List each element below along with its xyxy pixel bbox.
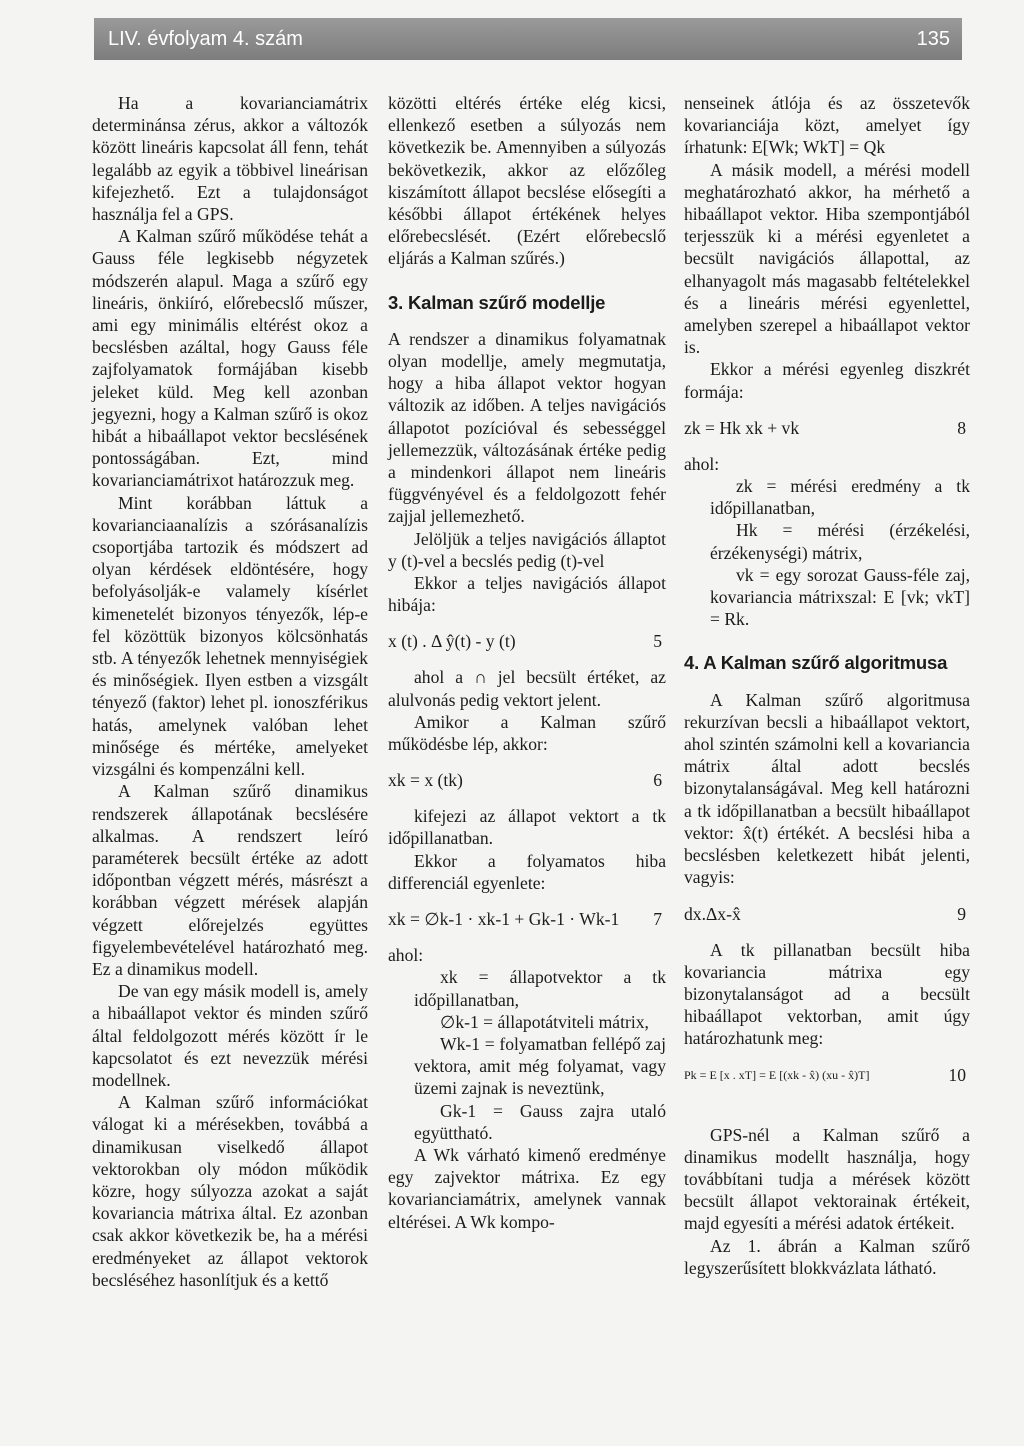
paragraph: ahol a ∩ jel becsült értéket, az alulvonás pedig vektort jelent. bbox=[388, 667, 666, 710]
paragraph: kifejezi az állapot vektort a tk időpillanatban. bbox=[388, 806, 666, 849]
paragraph: A rendszer a dinamikus folyamatnak olyan modellje, amely megmutatja, hogy a hiba állapot vektor hogyan változik az időben. A teljes navigációs állapotot pozícióval és sebességgel jellemezzük, változásának értéke pedig a mindenkori állapot nem lineáris függvényével és a feldolgozott fehér zajjal jellemezhető. bbox=[388, 328, 666, 527]
equation-body: xk = ∅k-1 · xk-1 + Gk-1 · Wk-1 bbox=[388, 909, 620, 930]
equation-body: x (t) . Δ ŷ(t) - y (t) bbox=[388, 631, 516, 652]
paragraph: Mint korábban láttuk a kovarianciaanalízis a szórásanalízis csoportjába tartozik és módszert ad olyan kérdések eldöntésére, hogy befolyásolják-e valamely kísérlet kimenetelét bizonyos tényezők, lép-e fel közöttük bizonyos kölcsönhatás stb. A tényezők lehetnek mennyiségiek és minőségiek. Ilyen estben a vizsgált tényező (faktor) lehet pl. ionoszférikus hatás, amelynek valóban lehet minősége és mértéke, amelyeket vizsgálni és kompenzálni kell. bbox=[92, 492, 368, 780]
paragraph: A Wk várható kimenő eredménye egy zajvektor mátrixa. Ez egy kovarianciamátrix, amelynek vannak eltérései. A Wk kompo- bbox=[388, 1144, 666, 1232]
where-label: ahol: bbox=[684, 453, 720, 474]
equation-body: dx.Δx-x̂ bbox=[684, 903, 741, 924]
paragraph: A másik modell, a mérési modell meghatározható akkor, ha mérhető a hibaállapot vektor. Hiba szempontjából terjesszük ki a mérési egyenletet a becsült navigációs állapottal, az elhanyagolt más magasabb feltételekkel és a lineáris mérési egyenlettel, amelyben szerepel a hibaállapot vektor is. bbox=[684, 159, 970, 358]
column-1 bbox=[92, 92, 368, 1291]
definition-item: Wk-1 = folyamatban fellépő zaj vektora, amit még folyamat, vagy üzemi zajnak is neveztünk, bbox=[414, 1033, 666, 1099]
page-number: 135 bbox=[916, 28, 950, 50]
paragraph: A Kalman szűrő algoritmusa rekurzívan becsli a hibaállapot vektort, ahol szintén számolni kell a kovariancia mátrix által adott becslés bizonytalanságával. Meg kell határozni a tk időpillanatban a becsült hibaállapot vektor: x̂(t) értékét. A becslési hiba a becslésben keletkezett hibát jelenti, vagyis: bbox=[684, 689, 970, 888]
spacer bbox=[684, 1100, 970, 1124]
column-3 bbox=[684, 92, 970, 1279]
paragraph: De van egy másik modell is, amely a hibaállapot vektor és minden szűrő által feldolgozott mérés között ír le kapcsolatot és ezt nevezzük mérési modellnek. bbox=[92, 981, 368, 1090]
section-heading-4: 4. A Kalman szűrő algoritmusa bbox=[684, 652, 948, 674]
equation-number: 6 bbox=[653, 770, 662, 791]
equation-number: 10 bbox=[948, 1064, 966, 1085]
definition-item: Hk = mérési (érzékelési, érzékenységi) mátrix, bbox=[710, 520, 970, 563]
paragraph: A Kalman szűrő dinamikus rendszerek állapotának becslésére alkalmas. A rendszert leíró paraméterek becsült értéke az adott időpontban végzett mérés, másrészt a korábban végzett mérések alapján végzett előrejelzés együttes figyelembevételével határozható meg. Ez a dinamikus modell. bbox=[92, 781, 368, 979]
definition-item: ∅k-1 = állapotátviteli mátrix, bbox=[440, 1011, 649, 1032]
paragraph: GPS-nél a Kalman szűrő a dinamikus modellt használja, hogy továbbítani tudja a mérések között becsült állapot vektorainak értékeit, majd egyesíti a mérési adatok értékeit. bbox=[684, 1124, 970, 1234]
equation-body: zk = Hk xk + vk bbox=[684, 417, 800, 438]
equation-number: 9 bbox=[957, 903, 966, 924]
equation-8 bbox=[684, 417, 970, 439]
paragraph: A Kalman szűrő információkat válogat ki a mérésekben, továbbá a dinamikusan viselkedő állapot vektorokban oly módon működik közre, hogy súlyozza azokat a saját kovariancia mátrixa által. Ez azonban csak akkor következik be, ha a mérési eredményeket az állapot vektorok becsléséhez hasonlítjuk és a kettő bbox=[92, 1092, 368, 1290]
definition-item: vk = egy sorozat Gauss-féle zaj, kovariancia mátrixszal: E [vk; vkT] = Rk. bbox=[710, 564, 970, 630]
equation-10 bbox=[684, 1064, 970, 1086]
paragraph: A Kalman szűrő működése tehát a Gauss féle legkisebb négyzetek módszerén alapul. Maga a szűrő egy lineáris, önkiíró, előrebecslő műszer, ami egy minimális eltérést okoz a becslésben azáltal, hogy Gauss féle zajfolyamatok formájában kisebb jeleket küld. Meg kell azonban jegyezni, hogy a Kalman szűrő is okoz hibát a hibaállapot vektor becslésének pontosságában. Ezt, mind kovarianciamátrixot határozzuk meg. bbox=[92, 226, 368, 491]
journal-issue: LIV. évfolyam 4. szám bbox=[108, 28, 303, 50]
where-label: ahol: bbox=[388, 945, 424, 966]
equation-9 bbox=[684, 903, 970, 925]
paragraph: Jelöljük a teljes navigációs állaptot y (t)-vel a becslés pedig (t)-vel bbox=[388, 528, 666, 571]
paragraph: közötti eltérés értéke elég kicsi, ellenkező esetben a súlyozás nem következik be. Amennyiben a súlyozás bekövetkezik, akkor az előzőleg kiszámított állapot becslése elősegíti a későbbi állapot értékének helyes előrebecslését. (Ezért előrebecslő eljárás a Kalman szűrés.) bbox=[388, 93, 666, 269]
equation-number: 8 bbox=[957, 417, 966, 438]
equation-number: 5 bbox=[653, 631, 662, 652]
equation-7 bbox=[388, 908, 666, 930]
paragraph: A tk pillanatban becsült hiba kovariancia mátrixa egy bizonytalanságot ad a becsült hibaállapot vektorban, amit úgy határozhatunk meg: bbox=[684, 939, 970, 1049]
equation-body: xk = x (tk) bbox=[388, 770, 463, 791]
section-heading-3: 3. Kalman szűrő modellje bbox=[388, 291, 606, 313]
paragraph: Ekkor a teljes navigációs állapot hibája: bbox=[388, 573, 666, 616]
definition-item: zk = mérési eredmény a tk időpillanatban, bbox=[710, 476, 970, 519]
column-2 bbox=[388, 92, 666, 1233]
paragraph: Ekkor a folyamatos hiba differenciál egyenlete: bbox=[388, 850, 666, 893]
equation-5 bbox=[388, 630, 666, 652]
paragraph: Az 1. ábrán a Kalman szűrő legyszerűsített blokkvázlata látható. bbox=[684, 1235, 970, 1278]
equation-body: Pk = E [x . xT] = E [(xk - x̂) (xu - x̂)T] bbox=[684, 1067, 870, 1082]
definition-item: xk = állapotvektor a tk időpillanatban, bbox=[414, 967, 666, 1010]
definition-item: Gk-1 = Gauss zajra utaló együttható. bbox=[414, 1100, 666, 1143]
paragraph: Amikor a Kalman szűrő működésbe lép, akkor: bbox=[388, 711, 666, 755]
equation-number: 7 bbox=[653, 909, 662, 930]
paragraph: nenseinek átlója és az összetevők kovarianciája közt, amelyet így írhatunk: E[Wk; WkT] = Qk bbox=[684, 93, 970, 158]
paragraph: Ekkor a mérési egyenleg diszkrét formája: bbox=[684, 359, 970, 402]
page-header bbox=[94, 18, 962, 60]
equation-6 bbox=[388, 769, 666, 791]
paragraph: Ha a kovarianciamátrix determinánsa zérus, akkor a változók között lineáris kapcsolat áll fenn, tehát legalább az egyik a többivel lineárisan kifejezhető. Ezt a tulajdonságot használja fel a GPS. bbox=[92, 93, 368, 225]
